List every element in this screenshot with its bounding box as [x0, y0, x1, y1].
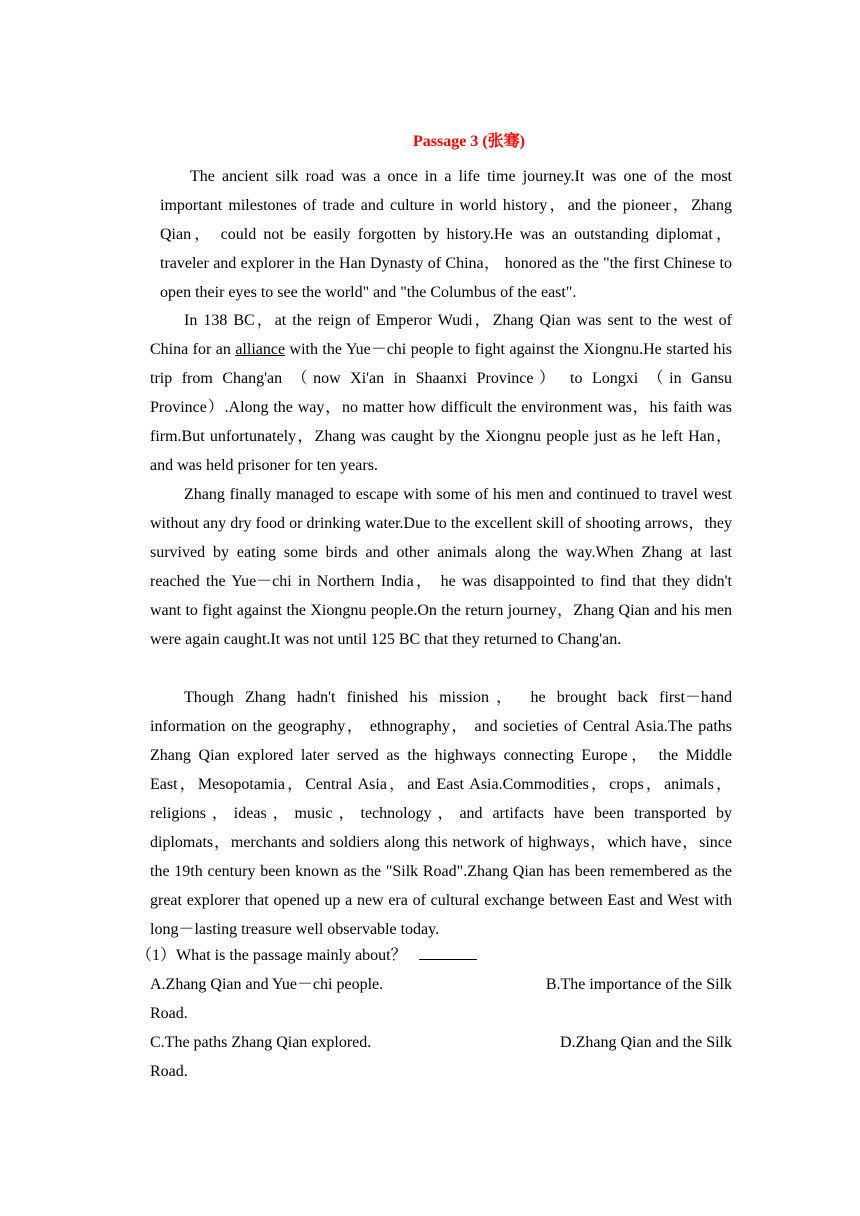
option-b[interactable]: B.The importance of the Silk	[545, 976, 732, 993]
paragraph-3: Zhang finally managed to escape with some of his men and continued to travel west without any dry food or drinking water.Due to the excellent skill of shooting arrows，they survived by eating some birds and other animals along the way.When Zhang at last reached the Yue－chi in Northern India， he was disappointed to find that they didn't want to fight against the Xiongnu people.On the return journey，Zhang Qian and his men were again caught.It was not until 125 BC that they returned to Chang'an.	[150, 486, 732, 648]
paragraph-2-start: In 138 BC，at the reign of Emperor Wudi，Zhang Qian was sent to the west of China for an	[150, 312, 732, 358]
question-1-text: （1）What is the passage mainly about？	[136, 947, 407, 964]
question-1	[136, 941, 477, 970]
options-row-2	[150, 1028, 732, 1086]
paragraph-1: The ancient silk road was a once in a life time journey.It was one of the most important milestones of trade and culture in world history，and the pioneer，Zhang Qian， could not be easily forgotten by history.He was an outstanding diplomat， traveler and explorer in the Han Dynasty of China， honored as the "the first Chinese to open their eyes to see the world" and "the Columbus of the east".	[160, 168, 732, 301]
option-d[interactable]: D.Zhang Qian and the Silk	[560, 1034, 732, 1051]
paragraph-4: Though Zhang hadn't finished his mission， he brought back first－hand information on the geography， ethnography， and societies of Central Asia.The paths Zhang Qian explored later served as the highways connecting Europe， the Middle East，Mesopotamia，Central Asia，and East Asia.Commodities，crops，animals，religions，ideas，music，technology，and artifacts have been transported by diplomats，merchants and soldiers along this network of highways，which have，since the 19th century been known as the "Silk Road".Zhang Qian has been remembered as the great explorer that opened up a new era of cultural exchange between East and West with long－lasting treasure well observable today.	[150, 689, 732, 938]
option-a[interactable]: A.Zhang Qian and Yue－chi people.	[150, 976, 384, 993]
option-b-continued: Road.	[150, 1005, 188, 1022]
paragraph-2	[150, 306, 732, 480]
underlined-word-alliance: alliance	[235, 341, 286, 358]
passage-title: Passage 3 (张骞)	[413, 133, 525, 150]
paragraph-2-rest: with the Yue－chi people to fight against the Xiongnu.He started his trip from Chang'an （now Xi'an in Shaanxi Province） to Longxi （in Gansu Province）.Along the way，no matter how difficult the environment was，his faith was firm.But unfortunately，Zhang was caught by the Xiongnu people just as he left Han，and was held prisoner for ten years.	[150, 341, 732, 474]
option-d-continued: Road.	[150, 1063, 188, 1080]
options-row-1	[150, 970, 732, 1028]
option-c[interactable]: C.The paths Zhang Qian explored.	[150, 1034, 372, 1051]
answer-blank[interactable]	[419, 945, 477, 960]
